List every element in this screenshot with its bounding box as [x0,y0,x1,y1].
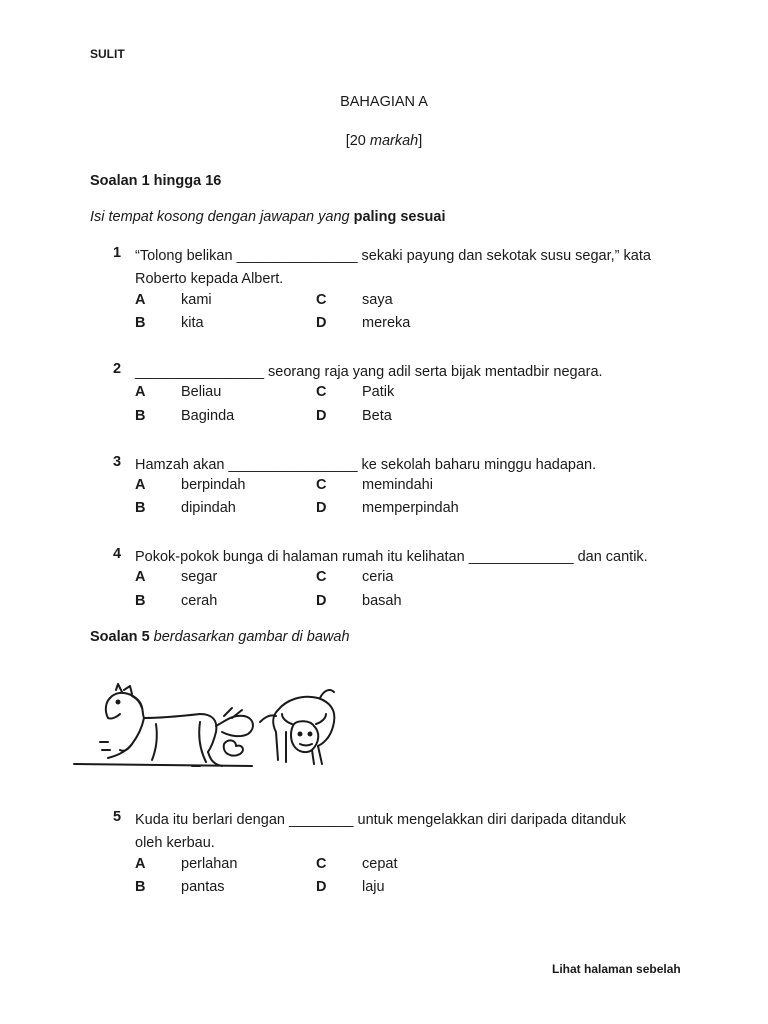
buffalo-drawing [260,690,334,764]
option-letter: C [316,292,327,308]
option-text: Patik [362,384,395,400]
question-text: ________________ seorang raja yang adil serta bijak mentadbir negara. [135,364,603,380]
option-text: kita [181,315,204,331]
question-number: 4 [113,546,122,562]
questions-range-heading: Soalan 1 hingga 16 [90,173,222,189]
option-text: memindahi [362,477,433,493]
option-letter: C [316,477,327,493]
footer-next-page: Lihat halaman sebelah [552,962,681,976]
option-text: memperpindah [362,500,459,516]
option-letter: C [316,384,327,400]
option-text: cerah [181,593,218,609]
question-number: 1 [113,245,122,261]
question-number: 2 [113,361,122,377]
option-text: Beliau [181,384,222,400]
option-text: berpindah [181,477,246,493]
option-text: Baginda [181,408,235,424]
question-number: 3 [113,454,122,470]
option-letter: D [316,593,327,609]
question-text: Pokok-pokok bunga di halaman rumah itu kelihatan _____________ dan cantik. [135,549,648,565]
option-text: mereka [362,315,411,331]
option-letter: D [316,500,327,516]
option-letter: A [135,477,146,493]
option-letter: A [135,384,146,400]
option-text: ceria [362,569,394,585]
option-text: segar [181,569,218,585]
sulit-label: SULIT [90,47,125,61]
option-letter: B [135,500,146,516]
ground-line [74,764,252,766]
option-text: saya [362,292,393,308]
question-number: 5 [113,809,122,825]
horse-and-buffalo-illustration [72,680,362,780]
option-text: laju [362,879,385,895]
option-letter: B [135,408,146,424]
option-letter: B [135,593,146,609]
option-letter: C [316,569,327,585]
soalan5-instruction: Soalan 5 berdasarkan gambar di bawah [90,629,350,645]
option-letter: B [135,879,146,895]
option-letter: A [135,856,146,872]
marks-label: [20 markah] [345,133,423,149]
section-title: BAHAGIAN A [340,94,428,110]
question-text: “Tolong belikan _______________ sekaki payung dan sekotak susu segar,” kata Roberto kepada Albert. [135,248,651,287]
option-text: perlahan [181,856,238,872]
horse-drawing [100,684,253,766]
option-letter: C [316,856,327,872]
instruction: Isi tempat kosong dengan jawapan yang paling sesuai [90,209,446,225]
option-text: pantas [181,879,225,895]
option-letter: D [316,879,327,895]
option-text: dipindah [181,500,236,516]
option-letter: B [135,315,146,331]
option-letter: A [135,292,146,308]
option-text: cepat [362,856,398,872]
option-letter: D [316,315,327,331]
option-text: Beta [362,408,392,424]
question-text: Hamzah akan ________________ ke sekolah baharu minggu hadapan. [135,457,597,473]
option-letter: A [135,569,146,585]
question-text: Kuda itu berlari dengan ________ untuk mengelakkan diri daripada ditanduk oleh kerbau. [135,812,626,851]
option-letter: D [316,408,327,424]
option-text: basah [362,593,402,609]
option-text: kami [181,292,212,308]
